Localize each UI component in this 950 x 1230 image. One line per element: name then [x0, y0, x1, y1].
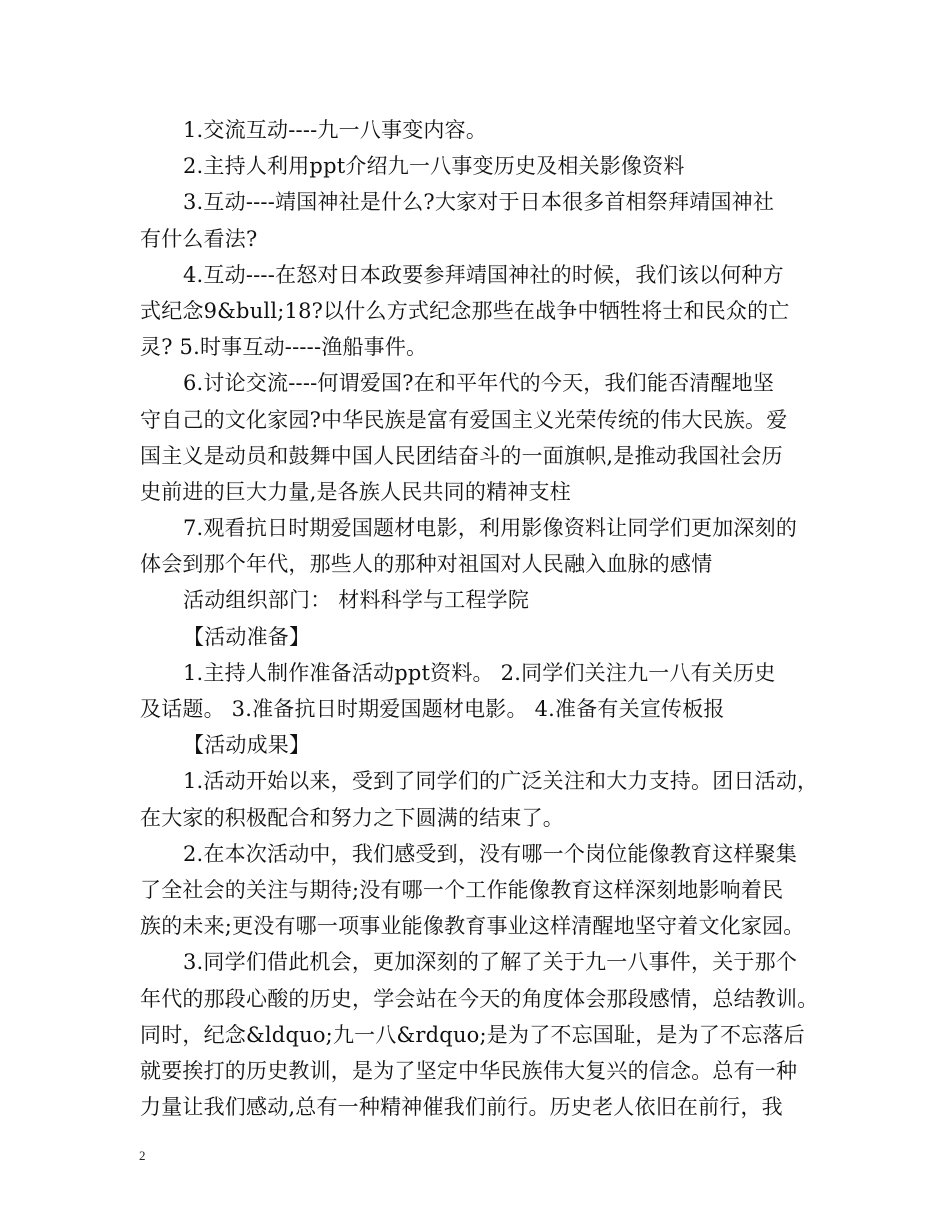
text-line: 了全社会的关注与期待;没有哪一个工作能像教育这样深刻地影响着民: [140, 877, 784, 902]
text-line: 族的未来;更没有哪一项事业能像教育事业这样清醒地坚守着文化家园。: [140, 914, 805, 939]
organizer-line: 活动组织部门： 材料科学与工程学院: [183, 588, 530, 613]
text-line: 7.观看抗日时期爱国题材电影，利用影像资料让同学们更加深刻的: [183, 516, 798, 541]
text-line: 有什么看法?: [140, 226, 258, 251]
text-line: 1.主持人制作准备活动ppt资料。 2.同学们关注九一八有关历史: [183, 660, 776, 685]
text-line: 国主义是动员和鼓舞中国人民团结奋斗的一面旗帜,是推动我国社会历: [140, 443, 783, 468]
document-body: [140, 112, 819, 1125]
section-heading-preparation: 【活动准备】: [183, 624, 311, 649]
text-line: 1.活动开始以来，受到了同学们的广泛关注和大力支持。团日活动，: [183, 769, 819, 794]
text-line: 体会到那个年代，那些人的那种对祖国对人民融入血脉的感情: [140, 552, 713, 577]
text-line: 同时，纪念&ldquo;九一八&rdquo;是为了不忘国耻，是为了不忘落后: [140, 1022, 805, 1047]
text-line: 1.交流互动----九一八事变内容。: [183, 118, 488, 142]
text-line: 4.互动----在怒对日本政要参拜靖国神社的时候，我们该以何种方: [183, 262, 784, 287]
text-line: 3.同学们借此机会，更加深刻的了解了关于九一八事件，关于那个: [183, 950, 798, 975]
text-line: 2.主持人利用ppt介绍九一八事变历史及相关影像资料: [183, 154, 685, 179]
text-line: 守自己的文化家园?中华民族是富有爱国主义光荣传统的伟大民族。爱: [140, 407, 788, 432]
text-line: 史前进的巨大力量,是各族人民共同的精神支柱: [140, 479, 571, 504]
text-line: 力量让我们感动,总有一种精神催我们前行。历史老人依旧在前行，我: [140, 1095, 783, 1120]
text-line: 灵? 5.时事互动-----渔船事件。: [140, 335, 428, 360]
text-line: 式纪念9&bull;18?以什么方式纪念那些在战争中牺牲将士和民众的亡: [140, 298, 790, 323]
text-line: 2.在本次活动中，我们感受到，没有哪一个岗位能像教育这样聚集: [183, 841, 798, 866]
text-line: 就要挨打的历史教训，是为了坚定中华民族伟大复兴的信念。总有一种: [140, 1058, 798, 1083]
text-line: 及话题。 3.准备抗日时期爱国题材电影。 4.准备有关宣传板报: [140, 697, 725, 721]
page-number: 2: [139, 1148, 146, 1163]
text-line: 6.讨论交流----何谓爱国?在和平年代的今天，我们能否清醒地坚: [183, 371, 775, 396]
text-line: 3.互动----靖国神社是什么?大家对于日本很多首相祭拜靖国神社: [183, 190, 775, 215]
text-line: 年代的那段心酸的历史，学会站在今天的角度体会那段感情，总结教训。: [140, 986, 819, 1011]
text-line: 在大家的积极配合和努力之下圆满的结束了。: [140, 805, 564, 830]
section-heading-results: 【活动成果】: [183, 733, 311, 758]
